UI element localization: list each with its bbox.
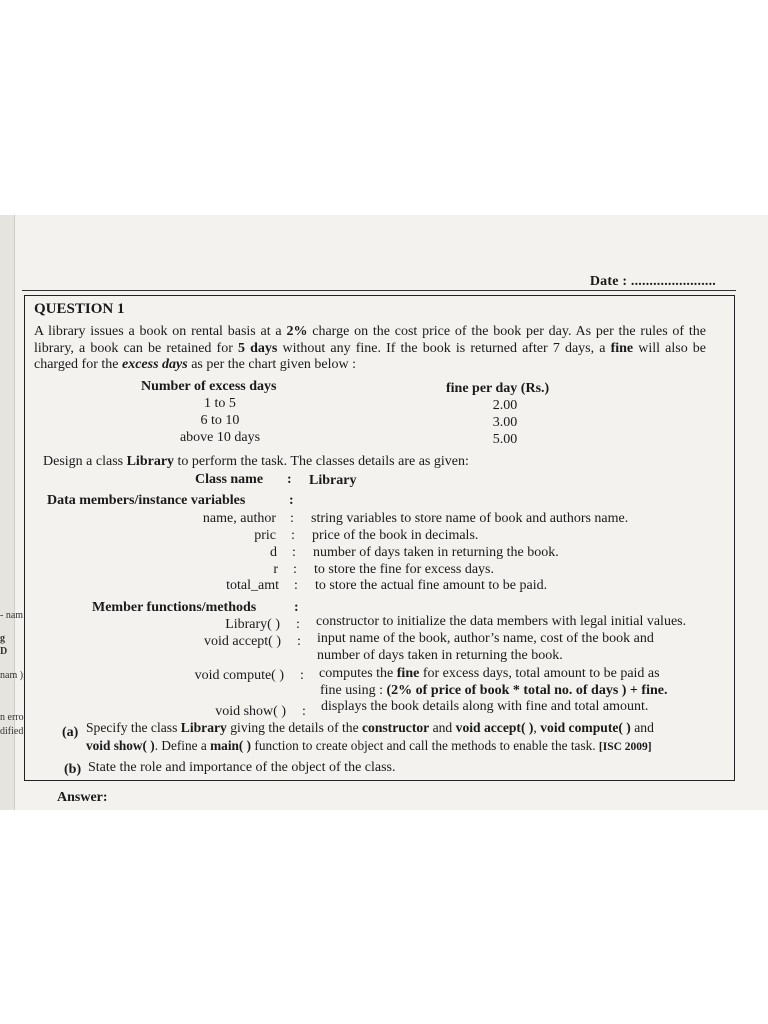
function-desc-text: fine using : <box>320 683 387 698</box>
member-desc: string variables to store name of book and authors name. <box>311 511 629 526</box>
margin-fragment: - nam <box>0 610 24 621</box>
function-name: void show( ) <box>215 704 286 719</box>
part-a-text: giving the details of the <box>226 720 362 735</box>
part-a-bold: void compute( ) <box>540 720 631 735</box>
chart-fine-cell: 5.00 <box>492 432 518 447</box>
chart-days-cell: above 10 days <box>179 430 261 445</box>
intro-days: 5 days <box>238 340 278 356</box>
margin-fragment: g <box>0 633 5 644</box>
data-members-colon: : <box>289 493 294 508</box>
part-a-label: (a) <box>62 725 79 740</box>
function-desc-text: computes the <box>319 666 397 681</box>
intro-fine: fine <box>610 340 634 356</box>
class-name-colon: : <box>287 472 292 487</box>
class-name-value: Library <box>309 473 357 488</box>
function-desc-bold: fine <box>396 666 420 681</box>
question-intro <box>34 324 706 374</box>
function-colon: : <box>300 668 304 683</box>
intro-text: without any fine. If the book is returned after 7 days, a <box>277 340 611 356</box>
chart-days-cell: 1 to 5 <box>204 396 236 411</box>
member-colon: : <box>291 528 295 543</box>
function-colon: : <box>297 634 301 649</box>
design-sentence <box>43 454 469 470</box>
part-a-line-2 <box>86 738 652 755</box>
date-line <box>590 274 716 290</box>
intro-percent: 2% <box>286 324 308 339</box>
function-desc-bold: (2% of price of book * total no. of days ) + fine. <box>386 683 668 698</box>
chart-header-days: Number of excess days <box>141 379 277 394</box>
function-name: Library( ) <box>225 617 280 632</box>
member-name: pric <box>254 528 276 543</box>
member-name: name, author <box>202 511 276 526</box>
part-b-text: State the role and importance of the object of the class. <box>88 760 396 775</box>
part-a-text: Specify the class <box>86 720 181 735</box>
design-text: to perform the task. The classes details are as given: <box>174 454 469 469</box>
intro-text: will also be charged for the <box>34 340 707 372</box>
design-text: Design a class <box>43 454 127 469</box>
member-colon: : <box>293 562 297 577</box>
function-desc <box>319 666 660 682</box>
part-a-bold: constructor <box>362 720 430 735</box>
function-desc: constructor to initialize the data members with legal initial values. <box>316 614 687 629</box>
part-a-line-1 <box>86 720 654 736</box>
member-desc: to store the actual fine amount to be paid. <box>315 578 548 593</box>
function-desc-text: for excess days, total amount to be paid as <box>419 666 660 681</box>
answer-label: Answer: <box>57 790 108 805</box>
intro-text: charge on the cost price of the book per day. As per the rules of the library, a book can be retained for <box>34 324 706 356</box>
margin-fragment: dified <box>0 726 24 737</box>
member-name: total_amt <box>226 578 279 593</box>
part-a-reference: [ISC 2009] <box>598 741 652 753</box>
part-a-bold: main( ) <box>210 738 252 753</box>
intro-text: A library issues a book on rental basis at a <box>34 324 287 339</box>
function-name: void compute( ) <box>194 668 284 683</box>
function-desc <box>320 683 667 699</box>
function-desc: number of days taken in returning the book. <box>317 648 563 663</box>
part-a-bold: void accept( ) <box>455 720 534 735</box>
member-colon: : <box>290 511 294 526</box>
intro-excess-days: excess days <box>121 357 188 372</box>
margin-fragment: nam ); <box>0 670 26 681</box>
part-a-text: and <box>630 720 654 735</box>
margin-fragment: n erro <box>0 712 24 723</box>
member-desc: number of days taken in returning the book. <box>313 545 559 560</box>
member-functions-colon: : <box>294 600 299 615</box>
part-a-text: , <box>533 720 541 735</box>
function-desc: displays the book details along with fine and total amount. <box>321 699 649 714</box>
class-name-label: Class name <box>195 472 264 487</box>
question-title: QUESTION 1 <box>34 301 125 317</box>
part-a-text: . Define a <box>154 738 211 753</box>
date-dots: ....................... <box>630 274 716 289</box>
function-colon: : <box>296 617 300 632</box>
design-class-name: Library <box>126 454 175 469</box>
member-desc: price of the book in decimals. <box>312 528 479 543</box>
chart-days-cell: 6 to 10 <box>200 413 240 428</box>
member-functions-label: Member functions/methods <box>92 600 257 615</box>
part-a-text: function to create object and call the methods to enable the task. <box>251 738 599 753</box>
part-a-bold: Library <box>180 720 227 735</box>
chart-fine-cell: 3.00 <box>492 415 518 430</box>
header-rule <box>22 290 736 291</box>
margin-fragment: D <box>0 646 8 657</box>
part-b-label: (b) <box>64 762 82 777</box>
date-label: Date : <box>589 274 628 289</box>
member-colon: : <box>292 545 296 560</box>
function-name: void accept( ) <box>204 634 281 649</box>
function-colon: : <box>302 704 306 719</box>
data-members-label: Data members/instance variables <box>47 493 246 508</box>
member-name: d <box>270 545 277 560</box>
member-colon: : <box>294 578 298 593</box>
part-a-text: and <box>429 720 456 735</box>
member-name: r <box>273 562 278 577</box>
chart-header-fine: fine per day (Rs.) <box>446 381 550 396</box>
member-desc: to store the fine for excess days. <box>314 562 494 577</box>
chart-fine-cell: 2.00 <box>492 398 518 413</box>
intro-text: as per the chart given below : <box>187 357 357 372</box>
part-a-bold: void show( ) <box>86 738 155 753</box>
function-desc: input name of the book, author’s name, cost of the book and <box>317 631 654 646</box>
